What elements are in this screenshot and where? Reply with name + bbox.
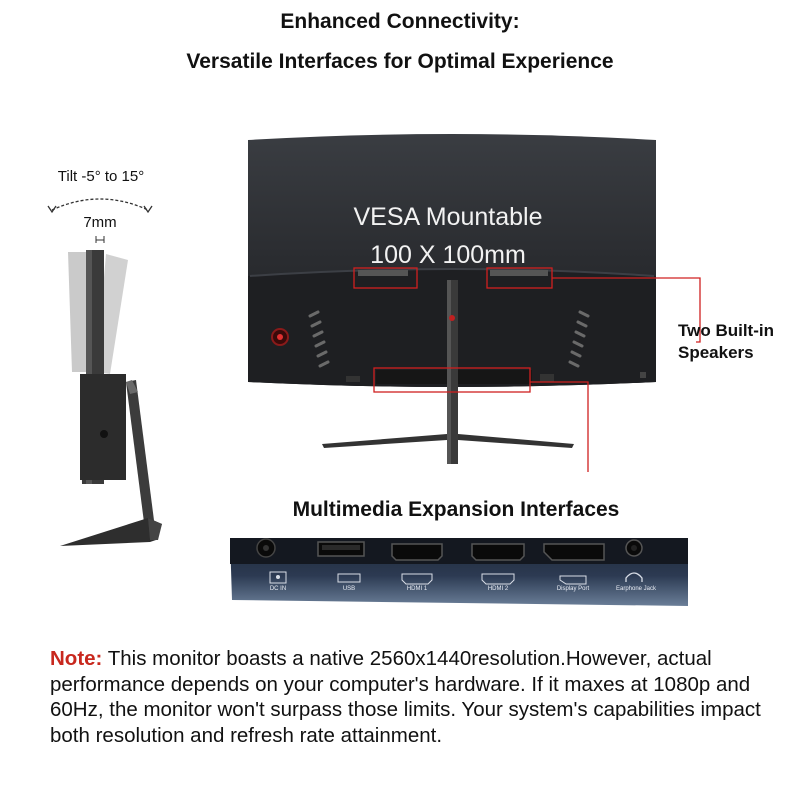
speakers-label: Two Built-in Speakers <box>678 321 774 362</box>
ports-title: Multimedia Expansion Interfaces <box>292 498 620 521</box>
ports-panel <box>230 538 688 606</box>
note-paragraph <box>50 646 770 748</box>
page-subtitle: Versatile Interfaces for Optimal Experience <box>186 50 614 73</box>
side-view <box>48 199 162 546</box>
thickness-label: 7mm <box>83 214 117 231</box>
port-label-earphone: Earphone Jack <box>615 586 657 592</box>
tilt-arc-icon <box>48 199 152 212</box>
power-button-icon <box>272 329 288 345</box>
port-label-hdmi2: HDMI 2 <box>487 586 509 592</box>
rear-view <box>248 134 700 472</box>
port-label-usb: USB <box>342 586 356 592</box>
tilt-label: Tilt -5° to 15° <box>57 168 145 185</box>
note-text: This monitor boasts a native 2560x1440resolution.However, actual performance depends on your computer's hardware. If it maxes at 1080p and 60Hz, the monitor won't surpass those limits. Your system's capabilities impact both resolution and refresh rate attainment. <box>50 647 761 747</box>
vesa-label-line1: VESA Mountable <box>353 203 543 231</box>
page-title: Enhanced Connectivity: <box>280 10 520 33</box>
port-label-displayport: Display Port <box>556 586 590 592</box>
port-label-dc-in: DC IN <box>269 586 287 592</box>
note-prefix: Note: <box>50 647 103 670</box>
port-label-hdmi1: HDMI 1 <box>406 586 428 592</box>
vesa-label-line2: 100 X 100mm <box>370 241 526 269</box>
